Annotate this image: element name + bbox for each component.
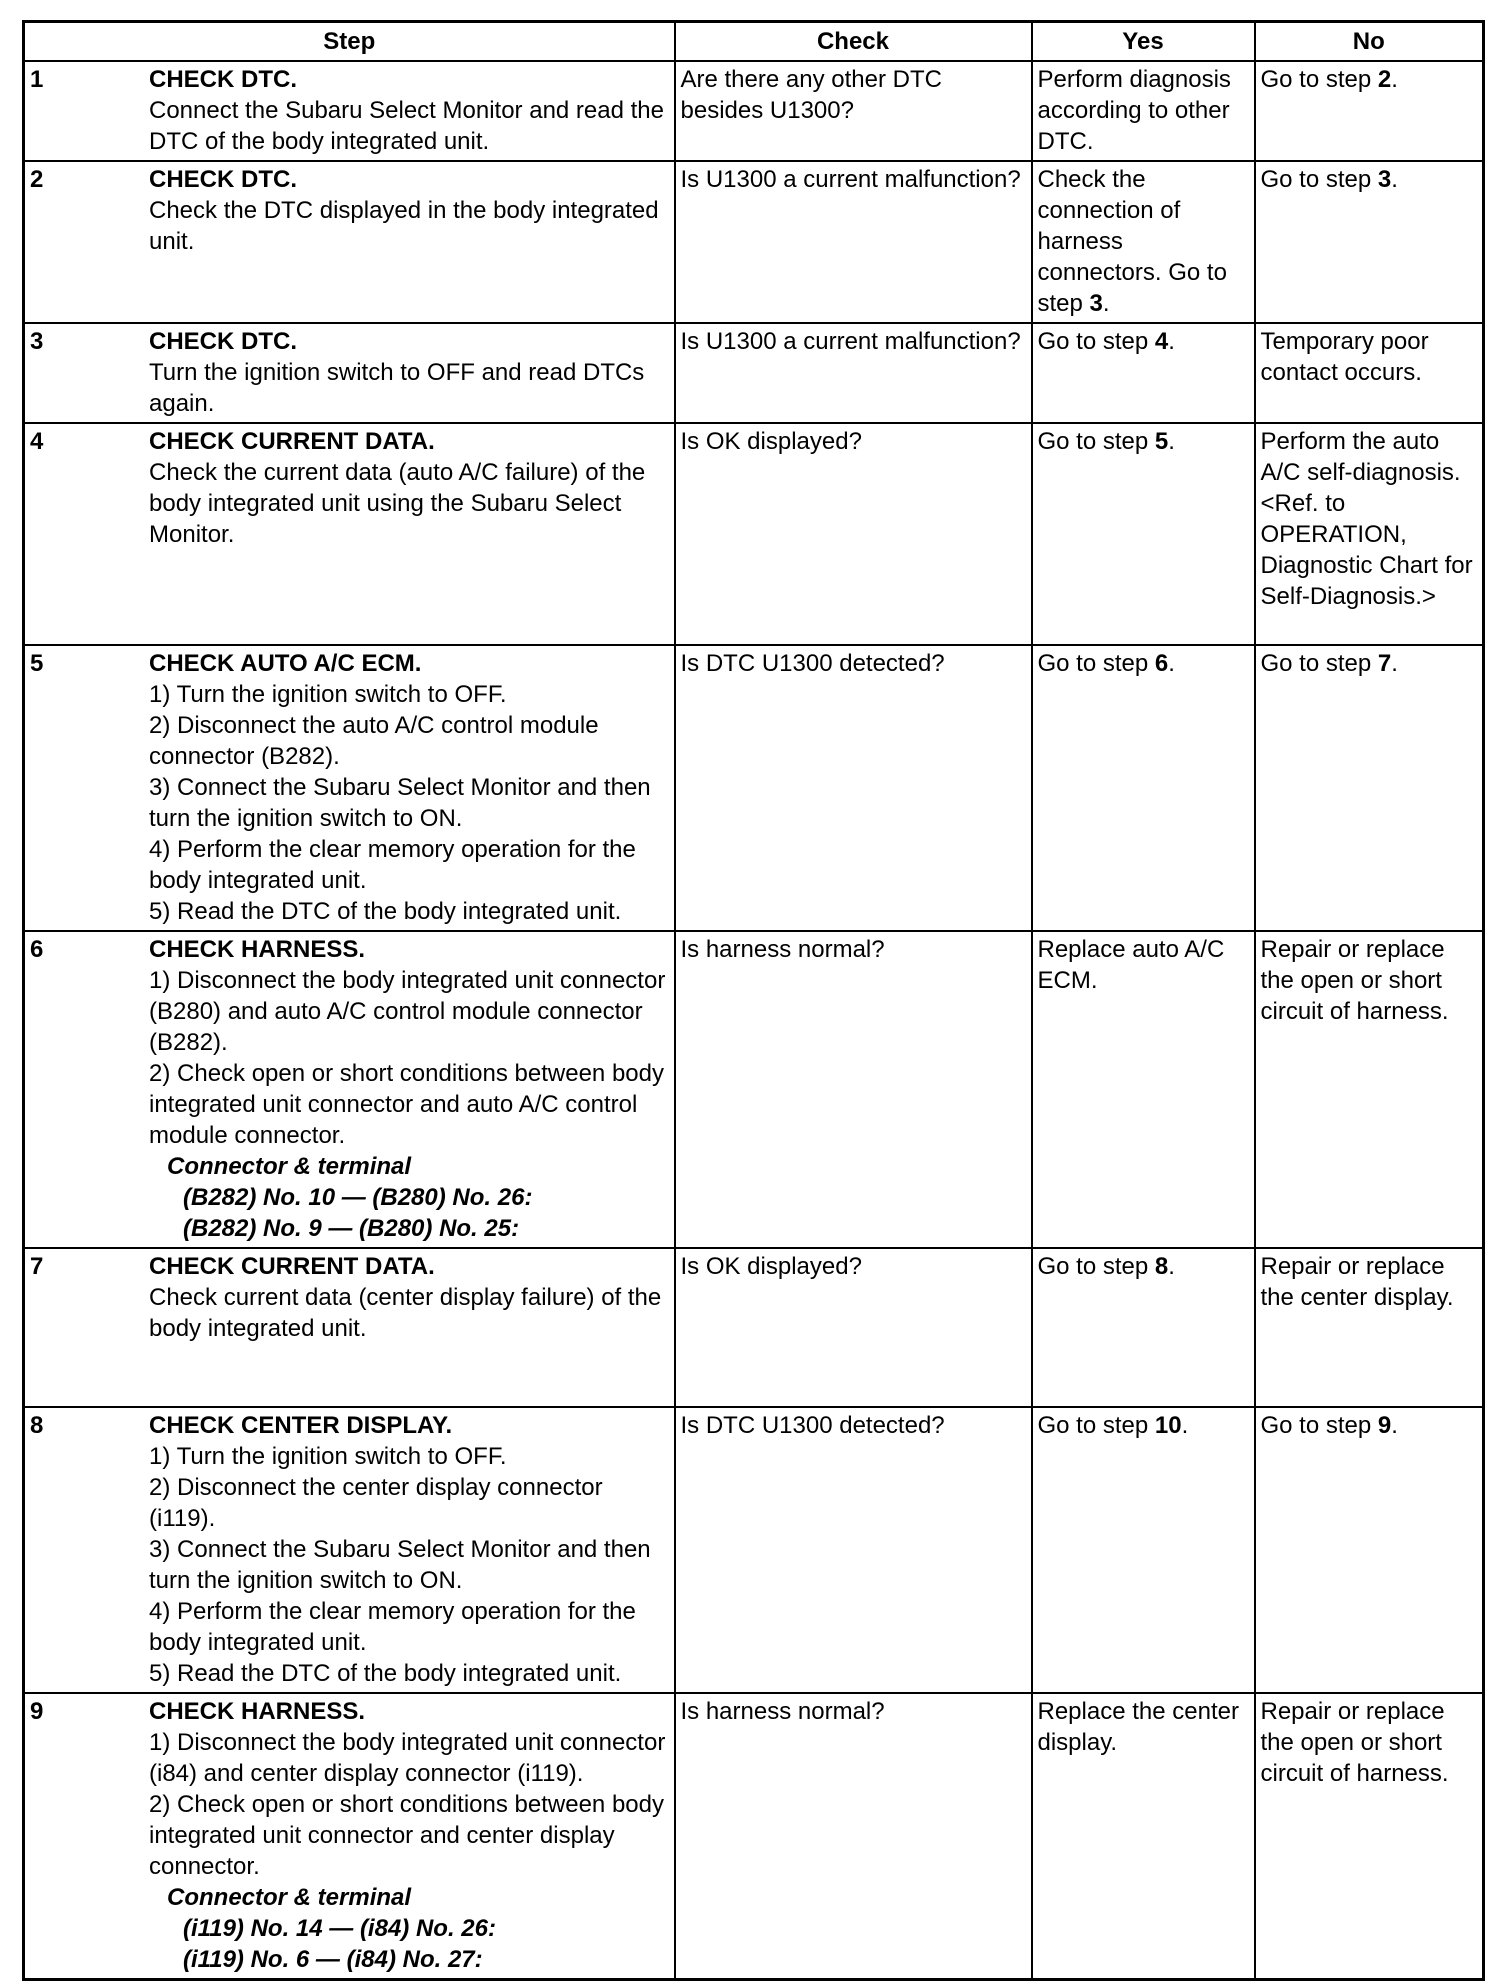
yes-cell: Replace the center display. (1032, 1693, 1255, 1980)
step-cell (24, 423, 675, 645)
yes-cell (1032, 423, 1255, 645)
no-text: Go to step (1260, 166, 1378, 193)
no-text-end: . (1391, 650, 1398, 677)
step-line: 1) Turn the ignition switch to OFF. (149, 1443, 507, 1470)
check-cell: Are there any other DTC besides U1300? (675, 61, 1032, 161)
step-cell (24, 1248, 675, 1407)
connector-terminal-pair: (i119) No. 14 — (i84) No. 26: (183, 1915, 496, 1942)
no-cell: Repair or replace the center display. (1255, 1248, 1484, 1407)
no-text: Go to step (1260, 650, 1378, 677)
yes-step-ref: 4 (1154, 328, 1169, 355)
no-cell: Repair or replace the open or short circuit of harness. (1255, 931, 1484, 1248)
table-row (24, 61, 1484, 161)
yes-cell (1032, 1248, 1255, 1407)
step-title: CHECK HARNESS. (149, 1698, 366, 1725)
step-title: CHECK CENTER DISPLAY. (149, 1412, 453, 1439)
step-line: 1) Disconnect the body integrated unit connector (i84) and center display connector (i119). (149, 1729, 666, 1787)
no-text: Go to step (1260, 1412, 1378, 1439)
check-cell: Is DTC U1300 detected? (675, 1407, 1032, 1693)
yes-cell (1032, 1407, 1255, 1693)
header-row (24, 22, 1484, 62)
header-check: Check (675, 22, 1032, 62)
step-title: CHECK HARNESS. (149, 936, 366, 963)
no-cell: Temporary poor contact occurs. (1255, 323, 1484, 423)
step-text: Check the current data (auto A/C failure) of the body integrated unit using the Subaru Select Monitor. (149, 459, 646, 548)
step-title: CHECK AUTO A/C ECM. (149, 650, 422, 677)
connector-terminal-pair: (B282) No. 10 — (B280) No. 26: (183, 1184, 533, 1211)
yes-text-end: . (1102, 290, 1110, 317)
step-line: 4) Perform the clear memory operation for the body integrated unit. (149, 836, 636, 894)
step-line: 2) Disconnect the center display connector (i119). (149, 1474, 603, 1532)
step-cell (24, 161, 675, 323)
yes-cell (1032, 645, 1255, 931)
step-cell (24, 1407, 675, 1693)
step-line: 5) Read the DTC of the body integrated unit. (149, 1660, 622, 1687)
no-text-end: . (1391, 1412, 1398, 1439)
diagnostic-table (22, 20, 1485, 1981)
yes-step-ref: 3 (1089, 290, 1103, 317)
no-text: Go to step (1260, 66, 1378, 93)
check-cell: Is U1300 a current malfunction? (675, 323, 1032, 423)
yes-text: Go to step (1037, 1253, 1155, 1280)
step-line: 3) Connect the Subaru Select Monitor and then turn the ignition switch to ON. (149, 1536, 651, 1594)
header-yes: Yes (1032, 22, 1255, 62)
yes-text-end: . (1168, 650, 1175, 677)
yes-text: Go to step (1037, 428, 1155, 455)
step-line: 1) Turn the ignition switch to OFF. (149, 681, 507, 708)
yes-step-ref: 10 (1154, 1412, 1182, 1439)
table-row (24, 423, 1484, 645)
yes-text: Go to step (1037, 1412, 1155, 1439)
step-number: 8 (30, 1412, 44, 1439)
yes-text: Go to step (1037, 650, 1155, 677)
yes-text: Check the connection of harness connectors. Go to step (1037, 166, 1227, 317)
step-title: CHECK DTC. (149, 66, 297, 93)
step-line: 2) Check open or short conditions between body integrated unit connector and center display connector. (149, 1791, 664, 1880)
step-text: Check the DTC displayed in the body integrated unit. (149, 197, 659, 255)
yes-cell (1032, 161, 1255, 323)
no-step-ref: 2 (1377, 66, 1392, 93)
step-number: 3 (30, 328, 44, 355)
check-cell: Is OK displayed? (675, 1248, 1032, 1407)
check-cell: Is U1300 a current malfunction? (675, 161, 1032, 323)
yes-cell: Perform diagnosis according to other DTC. (1032, 61, 1255, 161)
table-row (24, 1248, 1484, 1407)
step-title: CHECK CURRENT DATA. (149, 1253, 435, 1280)
step-title: CHECK DTC. (149, 328, 297, 355)
check-cell: Is harness normal? (675, 1693, 1032, 1980)
connector-terminal-label: Connector & terminal (167, 1153, 412, 1180)
step-cell (24, 323, 675, 423)
step-line: 3) Connect the Subaru Select Monitor and then turn the ignition switch to ON. (149, 774, 651, 832)
step-line: 2) Disconnect the auto A/C control module connector (B282). (149, 712, 599, 770)
step-cell (24, 645, 675, 931)
connector-terminal-pair: (B282) No. 9 — (B280) No. 25: (183, 1215, 520, 1242)
step-number: 4 (30, 428, 44, 455)
no-cell (1255, 645, 1484, 931)
step-text: Connect the Subaru Select Monitor and read the DTC of the body integrated unit. (149, 97, 664, 155)
table-row (24, 323, 1484, 423)
step-line: 2) Check open or short conditions between body integrated unit connector and auto A/C control module connector. (149, 1060, 664, 1149)
no-cell: Repair or replace the open or short circuit of harness. (1255, 1693, 1484, 1980)
step-cell (24, 1693, 675, 1980)
no-cell (1255, 61, 1484, 161)
check-cell: Is DTC U1300 detected? (675, 645, 1032, 931)
connector-terminal-label: Connector & terminal (167, 1884, 412, 1911)
step-line: 4) Perform the clear memory operation for the body integrated unit. (149, 1598, 636, 1656)
no-step-ref: 3 (1377, 166, 1392, 193)
step-cell (24, 931, 675, 1248)
yes-step-ref: 6 (1154, 650, 1169, 677)
no-cell: Perform the auto A/C self-diagnosis. <Ref. to OPERATION, Diagnostic Chart for Self-Diagnosis.> (1255, 423, 1484, 645)
yes-cell: Replace auto A/C ECM. (1032, 931, 1255, 1248)
step-number: 9 (30, 1698, 44, 1725)
step-text: Check current data (center display failure) of the body integrated unit. (149, 1284, 662, 1342)
no-step-ref: 9 (1377, 1412, 1392, 1439)
no-cell (1255, 161, 1484, 323)
header-no: No (1255, 22, 1484, 62)
yes-step-ref: 5 (1154, 428, 1169, 455)
table-row (24, 161, 1484, 323)
step-title: CHECK DTC. (149, 166, 297, 193)
no-text-end: . (1391, 166, 1398, 193)
yes-text-end: . (1168, 328, 1175, 355)
table-row (24, 1693, 1484, 1980)
step-number: 6 (30, 936, 44, 963)
yes-text: Go to step (1037, 328, 1155, 355)
step-cell (24, 61, 675, 161)
yes-text-end: . (1168, 428, 1175, 455)
step-line: 1) Disconnect the body integrated unit connector (B280) and auto A/C control module connector (B282). (149, 967, 666, 1056)
connector-terminal-pair: (i119) No. 6 — (i84) No. 27: (183, 1946, 483, 1973)
step-title: CHECK CURRENT DATA. (149, 428, 435, 455)
step-number: 5 (30, 650, 44, 677)
header-step: Step (24, 22, 675, 62)
no-step-ref: 7 (1377, 650, 1392, 677)
check-cell: Is OK displayed? (675, 423, 1032, 645)
yes-text-end: . (1168, 1253, 1175, 1280)
no-text-end: . (1391, 66, 1398, 93)
yes-text-end: . (1181, 1412, 1189, 1439)
step-number: 1 (30, 66, 44, 93)
step-number: 7 (30, 1253, 44, 1280)
table-row (24, 645, 1484, 931)
step-line: 5) Read the DTC of the body integrated unit. (149, 898, 622, 925)
yes-cell (1032, 323, 1255, 423)
table-row (24, 931, 1484, 1248)
step-text: Turn the ignition switch to OFF and read DTCs again. (149, 359, 645, 417)
check-cell: Is harness normal? (675, 931, 1032, 1248)
yes-step-ref: 8 (1154, 1253, 1169, 1280)
table-row (24, 1407, 1484, 1693)
step-number: 2 (30, 166, 44, 193)
no-cell (1255, 1407, 1484, 1693)
